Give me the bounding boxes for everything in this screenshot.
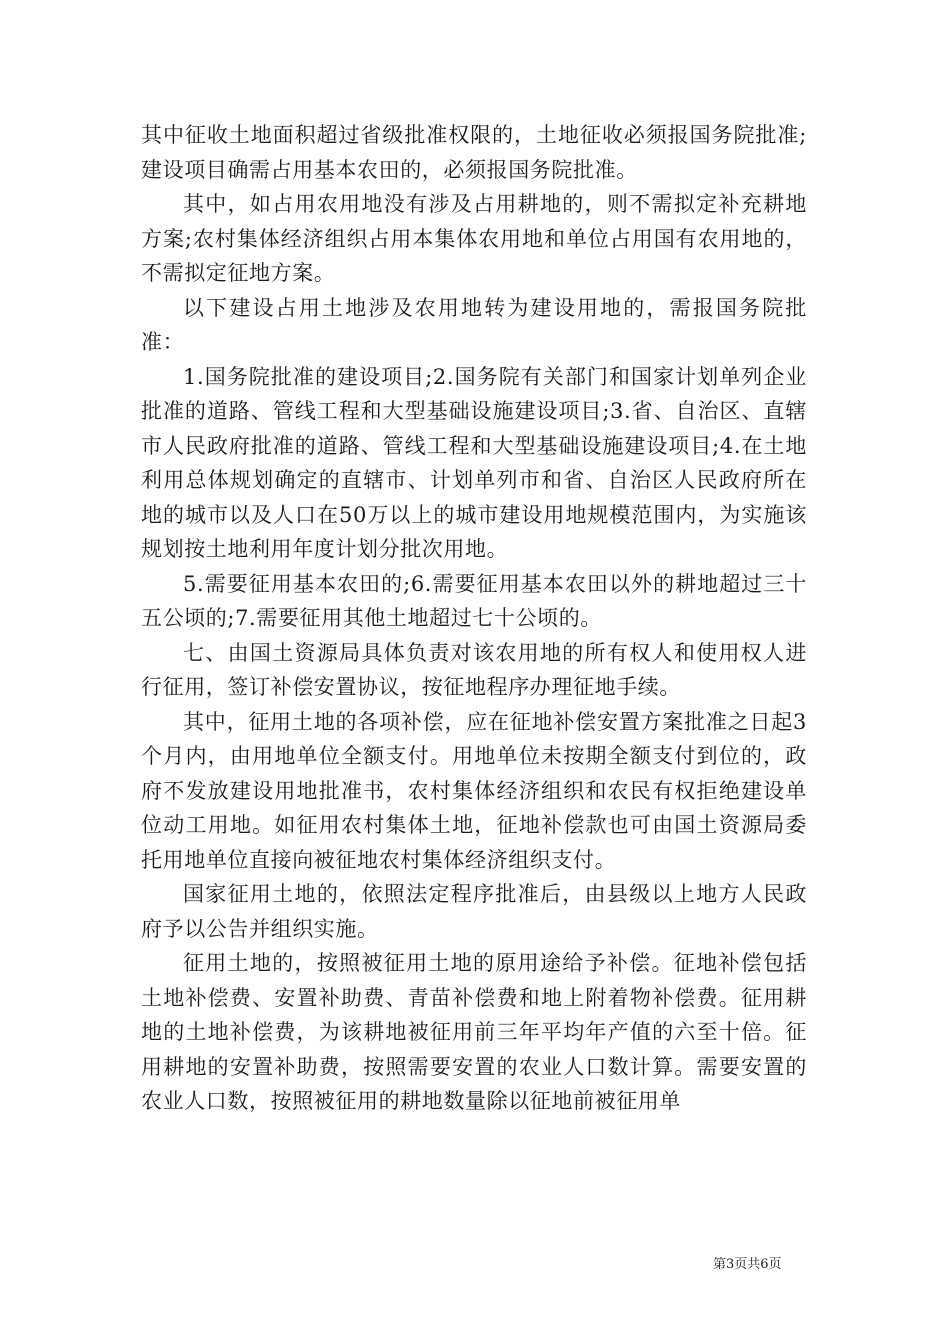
paragraph: 其中，如占用农用地没有涉及占用耕地的，则不需拟定补充耕地方案;农村集体经济组织占用本集体农用地和单位占用国有农用地的，不需拟定征地方案。: [141, 192, 807, 285]
paragraph: 征用土地的，按照被征用土地的原用途给予补偿。征地补偿包括土地补偿费、安置补助费、青苗补偿费和地上附着物补偿费。征用耕地的土地补偿费，为该耕地被征用前三年平均年产值的六至十倍。征用耕地的安置补助费，按照需要安置的农业人口数计算。需要安置的农业人口数，按照被征用的耕地数量除以征地前被征用单: [141, 951, 807, 1113]
document-body: [141, 118, 807, 1119]
paragraph: 1.国务院批准的建设项目;2.国务院有关部门和国家计划单列企业批准的道路、管线工程和大型基础设施建设项目;3.省、自治区、直辖市人民政府批准的道路、管线工程和大型基础设施建设项目;4.在土地利用总体规划确定的直辖市、计划单列市和省、自治区人民政府所在地的城市以及人口在50万以上的城市建设用地规模范围内，为实施该规划按土地利用年度计划分批次用地。: [141, 364, 807, 561]
paragraph: 其中征收土地面积超过省级批准权限的，土地征收必须报国务院批准;建设项目确需占用基本农田的，必须报国务院批准。: [141, 123, 807, 182]
paragraph: 5.需要征用基本农田的;6.需要征用基本农田以外的耕地超过三十五公顷的;7.需要征用其他土地超过七十公顷的。: [141, 571, 807, 630]
paragraph: 国家征用土地的，依照法定程序批准后，由县级以上地方人民政府予以公告并组织实施。: [141, 882, 807, 941]
paragraph: 其中，征用土地的各项补偿，应在征地补偿安置方案批准之日起3个月内，由用地单位全额支付。用地单位未按期全额支付到位的，政府不发放建设用地批准书，农村集体经济组织和农民有权拒绝建设单位动工用地。如征用农村集体土地，征地补偿款也可由国土资源局委托用地单位直接向被征地农村集体经济组织支付。: [141, 709, 807, 872]
paragraph: 以下建设占用土地涉及农用地转为建设用地的，需报国务院批准：: [141, 295, 807, 354]
page-number: 第3页共6页: [713, 1257, 782, 1272]
paragraph: 七、由国土资源局具体负责对该农用地的所有权人和使用权人进行征用，签订补偿安置协议，按征地程序办理征地手续。: [141, 640, 807, 699]
